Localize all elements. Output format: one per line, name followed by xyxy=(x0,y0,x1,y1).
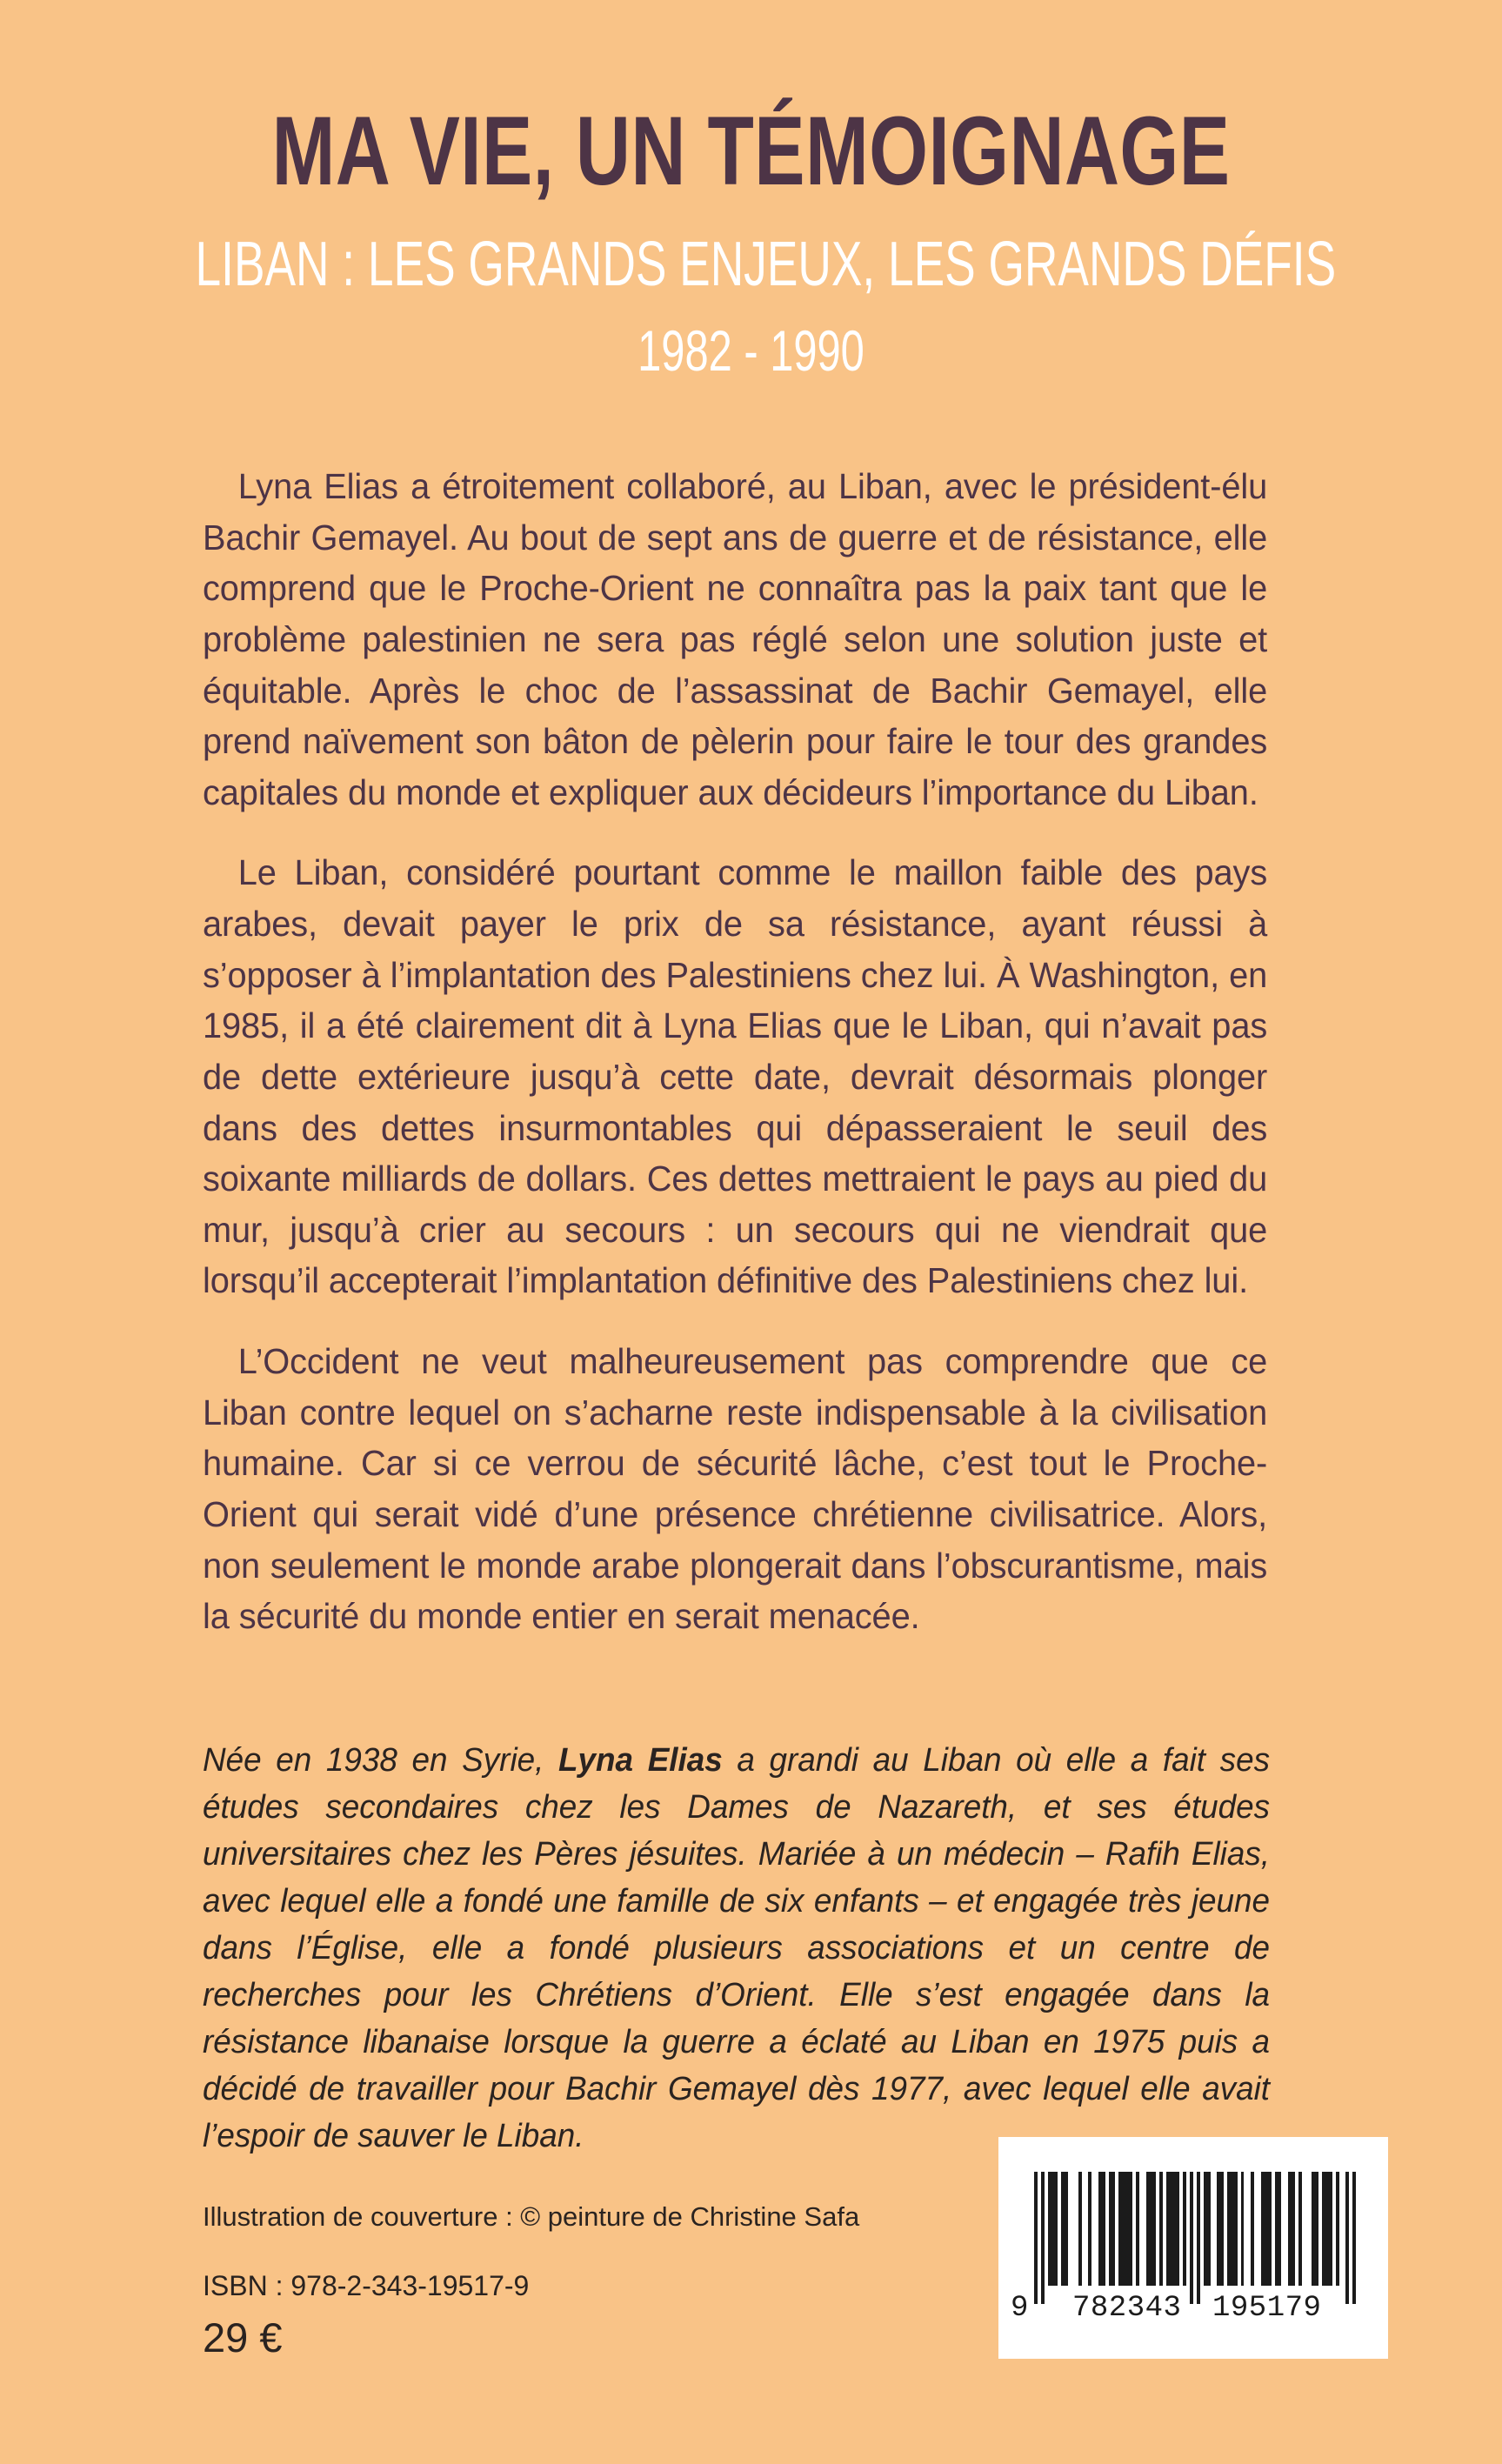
barcode-digits xyxy=(1011,2292,1356,2325)
price-text: 29 € xyxy=(203,2314,283,2360)
cover-illustration-credit: Illustration de couverture : © peinture de Christine Safa xyxy=(203,2201,860,2232)
author-biography xyxy=(203,1738,1303,2160)
blurb-paragraph: L’Occident ne veut malheureusement pas comprendre que ce Liban contre lequel on s’acharne reste indispensable à la civilisation humaine. Car si ce verrou de sécurité lâche, c’est tout le Proche-Orient qui serait vidé d’une présence chrétienne civilisatrice. Alors, non seulement le monde arabe plongerait dans l’obscurantisme, mais la sécurité du monde entier en serait menacée. xyxy=(203,1341,1268,1637)
date-range: 1982 - 1990 xyxy=(638,318,864,383)
imprint-block xyxy=(203,2200,968,2360)
isbn-text: ISBN : 978-2-343-19517-9 xyxy=(203,2270,530,2302)
biography-lead-in: Née en 1938 en Syrie, xyxy=(203,1742,559,1779)
barcode-panel xyxy=(998,2137,1388,2359)
title-block xyxy=(0,97,1502,383)
barcode-lead-digit: 9 xyxy=(1011,2292,1029,2325)
page-title: MA VIE, UN TÉMOIGNAGE xyxy=(271,97,1231,205)
blurb-paragraph: Le Liban, considéré pourtant comme le maillon faible des pays arabes, devait payer le prix de sa résistance, ayant réussi à s’opposer à l’implantation des Palestiniens chez lui. À Washington, en 1985, il a été clairement dit à Lyna Elias que le Liban, qui n’avait pas de dette extérieure jusqu’à cette date, devrait désormais plonger dans des dettes insurmontables qui dépasseraient le seuil des soixante milliards de dollars. Ces dettes mettraient le pays au pied du mur, jusqu’à crier au secours : un secours qui ne viendrait que lorsqu’il accepterait l’implantation définitive des Palestiniens chez lui. xyxy=(203,852,1268,1301)
biography-paragraph xyxy=(203,1738,1270,2160)
barcode-bars xyxy=(1034,2172,1356,2304)
subtitle: LIBAN : LES GRANDS ENJEUX, LES GRANDS DÉFIS xyxy=(195,230,1337,299)
barcode-symbol xyxy=(1034,2172,1356,2304)
barcode-left-group: 782343 xyxy=(1072,2292,1182,2325)
barcode-right-group: 195179 xyxy=(1212,2292,1322,2325)
blurb-text xyxy=(203,461,1300,1642)
author-name: Lyna Elias xyxy=(558,1742,723,1779)
biography-body: a grandi au Liban où elle a fait ses études secondaires chez les Dames de Nazareth, et ses études universitaires chez les Pères jésuites. Mariée à un médecin – Rafih Elias, avec lequel elle a fondé une famille de six enfants – et engagée très jeune dans l’Église, elle a fondé plusieurs associations et un centre de recherches pour les Chrétiens d’Orient. Elle s’est engagée dans la résistance libanaise lorsque la guerre a éclaté au Liban en 1975 puis a décidé de travailler pour Bachir Gemayel dès 1977, avec lequel elle avait l’espoir de sauver le Liban. xyxy=(203,1742,1271,2154)
blurb-paragraph: Lyna Elias a étroitement collaboré, au Liban, avec le président-élu Bachir Gemayel. Au bout de sept ans de guerre et de résistance, elle comprend que le Proche-Orient ne connaîtra pas la paix tant que le problème palestinien ne sera pas réglé selon une solution juste et équitable. Après le choc de l’assassinat de Bachir Gemayel, elle prend naïvement son bâton de pèlerin pour faire le tour des grandes capitales du monde et expliquer aux décideurs l’importance du Liban. xyxy=(203,466,1268,812)
